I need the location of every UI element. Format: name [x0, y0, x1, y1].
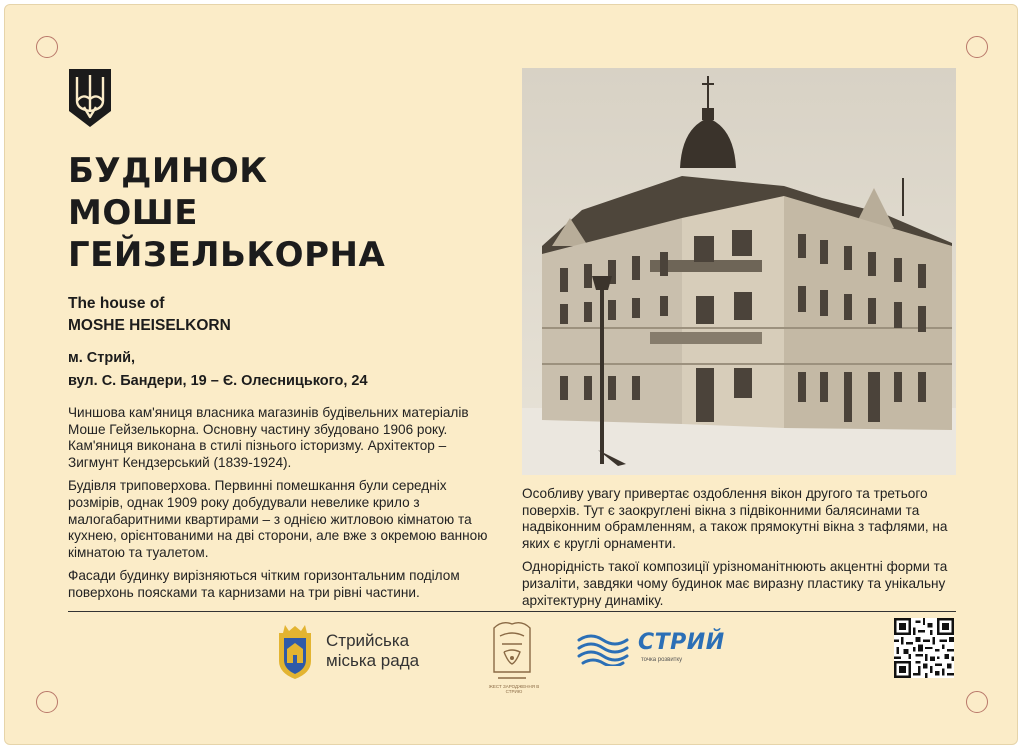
address-street: вул. С. Бандери, 19 – Є. Олесницького, 24: [68, 373, 368, 389]
paragraph: Фасади будинку вирізняються чітким горизонтальним поділом поверхонь поясками та карнизами на три рівні частини.: [68, 568, 460, 600]
title-line-1: БУДИНОК: [68, 151, 268, 191]
title-line-2: МОШЕ: [68, 193, 198, 233]
screw-hole-bottom-left: [36, 691, 58, 713]
council-line-2: міська рада: [326, 651, 420, 670]
right-text-column: [522, 486, 954, 616]
screw-hole-top-right: [966, 36, 988, 58]
paragraph: Будівля триповерхова. Первинні помешкання були середніх розмірів, однак 1909 року добудували невелике крило з малогабаритними квартирами – з однією житловою кімнатою та кухнею, орієнтованими на дві сторони, але вже з окремою ванною кімнатою та туалетом.: [68, 478, 488, 560]
screw-hole-top-left: [36, 36, 58, 58]
historic-building-photo: [522, 68, 956, 475]
footer-divider: [68, 611, 956, 612]
council-line-1: Стрийська: [326, 631, 410, 650]
qr-code: [894, 618, 954, 678]
paragraph: Чиншова кам'яниця власника магазинів будівельних матеріалів Моше Гейзелькорна. Основну частину збудовано 1906 року. Кам'яниця виконана в стилі пізнього історизму. Архітектор – Зигмунт Кендзерський (1839-1924).: [68, 405, 469, 470]
address-city: м. Стрий,: [68, 350, 136, 366]
stryi-tagline: точка розвитку: [641, 657, 683, 663]
paragraph: Особливу увагу привертає оздоблення вікон другого та третього поверхів. Тут є заокруглені вікна з підвіконними балясинами та надвіконним обрамленням, а також прямокутні вікна з тафлями, на яких є круглі орнаменти.: [522, 486, 948, 551]
english-subtitle-line-1: The house of: [68, 295, 165, 312]
trident-icon: [67, 67, 113, 129]
heritage-seal: [488, 618, 536, 684]
heritage-caption: ЖЕСТ ЗАРОДЖЕННЯ В СТРИЮ: [488, 684, 540, 694]
stryi-brand-word: СТРИЙ: [638, 630, 725, 655]
left-text-column: [68, 405, 488, 609]
english-subtitle: [68, 293, 231, 337]
title-line-3: ГЕЙЗЕЛЬКОРНА: [68, 235, 386, 275]
city-council-emblem: [273, 625, 317, 681]
page-title: [68, 150, 385, 276]
stryi-waves-logo: [575, 632, 637, 666]
screw-hole-bottom-right: [966, 691, 988, 713]
english-subtitle-line-2: MOSHE HEISELKORN: [68, 317, 231, 334]
paragraph: Однорідність такої композиції урізноманітнюють акцентні форми та ризаліти, завдяки чому будинок має виразну пластику та унікальну архітектурну динаміку.: [522, 559, 948, 608]
address: [68, 347, 368, 393]
city-council-name: [326, 631, 419, 671]
